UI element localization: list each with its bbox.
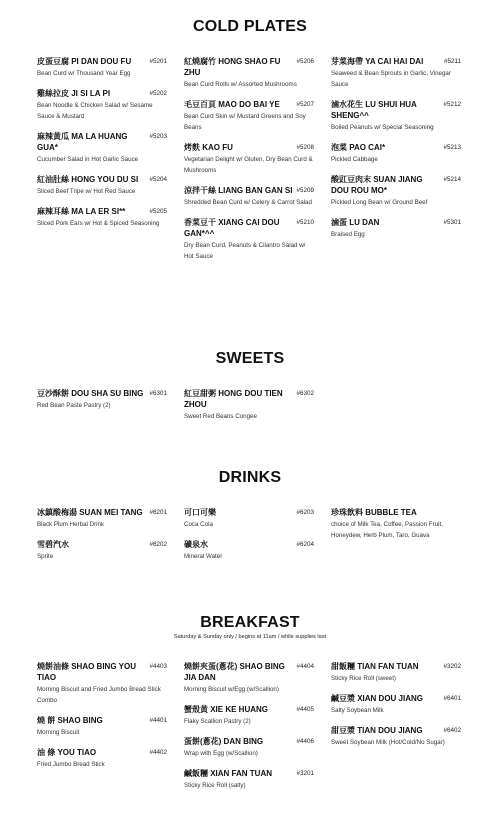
menu-item-description: Sliced Pork Ears w/ Hot & Spiced Seasoning xyxy=(37,220,160,227)
menu-item-code: #3201 xyxy=(296,770,314,777)
sweets-section xyxy=(0,350,500,368)
menu-item-description: Morning Biscuit xyxy=(37,729,80,736)
breakfast-subtitle: Saturday & Sunday only / begins at 11am / while supplies last xyxy=(173,634,327,640)
menu-item-code: #5208 xyxy=(296,144,314,151)
menu-item-name: 紅燒腐竹 HONG SHAO FU ZHU xyxy=(184,57,281,77)
menu-item-name: 泡菜 PAO CAI* xyxy=(331,143,386,152)
menu-item xyxy=(331,661,461,684)
menu-item-name: 芽菜海帶 YA CAI HAI DAI xyxy=(331,57,424,66)
menu-column xyxy=(184,388,314,431)
menu-item-description: choice of Milk Tea, Coffee, Passion Fruit, Honeydew, Herb Plum, Taro, Guava xyxy=(331,521,443,539)
menu-item xyxy=(37,131,167,165)
menu-item-description: Boiled Peanuts w/ Special Seasoning xyxy=(331,124,434,131)
menu-item-description: Seaweed & Bean Sprouts in Garlic, Vinegar Sauce xyxy=(331,70,451,88)
menu-item-name: 烤麩 KAO FU xyxy=(184,143,233,152)
menu-item xyxy=(331,693,461,716)
menu-item-code: #5203 xyxy=(149,133,167,140)
menu-item-name: 鹹飯糰 XIAN FAN TUAN xyxy=(184,769,272,778)
menu-item xyxy=(184,56,314,90)
menu-item-description: Cucumber Salad in Hot Garlic Sauce xyxy=(37,156,139,163)
menu-item-name: 油 條 YOU TIAO xyxy=(37,748,97,757)
menu-item-name: 甜飯糰 TIAN FAN TUAN xyxy=(331,662,419,671)
menu-item xyxy=(331,142,461,165)
menu-item-code: #5207 xyxy=(296,101,314,108)
breakfast-title: BREAKFAST xyxy=(200,614,300,631)
menu-item-description: Coca Cola xyxy=(184,521,213,528)
menu-item xyxy=(184,661,314,695)
menu-item-name: 麻辣黃瓜 MA LA HUANG GUA* xyxy=(37,132,128,152)
menu-item xyxy=(331,217,461,240)
menu-item-code: #6203 xyxy=(296,509,314,516)
menu-item-description: Red Bean Paste Pastry (2) xyxy=(37,402,111,409)
menu-item-name: 燒餅夾蛋(蔥花) SHAO BING JIA DAN xyxy=(184,662,285,682)
menu-column xyxy=(37,56,167,238)
menu-item xyxy=(184,99,314,133)
menu-item-code: #6401 xyxy=(443,695,461,702)
menu-item-description: Pickled Cabbage xyxy=(331,156,378,163)
menu-item-name: 麻辣耳絲 MA LA ER SI** xyxy=(37,207,126,216)
menu-item-description: Sprite xyxy=(37,553,54,560)
menu-item-code: #6204 xyxy=(296,541,314,548)
menu-item-description: Fried Jumbo Bread Stick xyxy=(37,761,105,768)
menu-item-description: Morning Biscuit and Fried Jumbo Bread Stick Combo xyxy=(37,686,161,704)
menu-column xyxy=(331,56,461,249)
menu-item-description: Vegetarian Delight w/ Gluten, Dry Bean Curd & Mushrooms xyxy=(184,156,313,174)
menu-item-name: 鹹豆漿 XIAN DOU JIANG xyxy=(331,694,424,703)
menu-item-name: 冰鎮酸梅湯 SUAN MEI TANG xyxy=(37,508,143,517)
menu-item-description: Sliced Beef Tripe w/ Hot Red Sauce xyxy=(37,188,136,195)
menu-item xyxy=(331,507,461,541)
menu-item-name: 涼拌干絲 LIANG BAN GAN SI xyxy=(184,186,293,195)
drinks-section xyxy=(0,469,500,487)
sweets-title: SWEETS xyxy=(215,350,285,367)
menu-item xyxy=(184,217,314,262)
menu-item xyxy=(331,725,461,748)
menu-item-description: Dry Bean Curd, Peanuts & Cilantro Salad w/ Hot Sauce xyxy=(184,242,306,260)
menu-item-code: #6201 xyxy=(149,509,167,516)
menu-column xyxy=(331,507,461,550)
menu-item-code: #5212 xyxy=(443,101,461,108)
cold-plates-section xyxy=(0,18,500,36)
menu-item-description: Bean Curd Rolls w/ Assorted Mushrooms xyxy=(184,81,297,88)
menu-item-name: 香菜豆干 XIANG CAI DOU GAN*^^ xyxy=(184,218,280,238)
menu-item-name: 蛋餅(蔥花) DAN BING xyxy=(184,737,264,746)
menu-item-description: Wrap with Egg (w/Scallion) xyxy=(184,750,258,757)
menu-item xyxy=(37,174,167,197)
menu-item-code: #6402 xyxy=(443,727,461,734)
menu-item-description: Bean Noodle & Chicken Salad w/ Sesame Sauce & Mustard xyxy=(37,102,153,120)
menu-item-name: 甜豆漿 TIAN DOU JIANG xyxy=(331,726,423,735)
menu-item-code: #4403 xyxy=(149,663,167,670)
menu-item xyxy=(184,142,314,176)
menu-item-code: #5213 xyxy=(443,144,461,151)
drinks-title: DRINKS xyxy=(218,469,282,486)
menu-item xyxy=(37,388,167,411)
menu-item-name: 礦泉水 xyxy=(184,540,208,549)
menu-item-description: Sticky Rice Roll (salty) xyxy=(184,782,246,789)
menu-item-name: 雞絲拉皮 JI SI LA PI xyxy=(37,89,111,98)
menu-item xyxy=(331,99,461,133)
menu-item-description: Flaky Scallion Pastry (2) xyxy=(184,718,251,725)
menu-item-name: 可口可樂 xyxy=(184,508,216,517)
menu-item-code: #4401 xyxy=(149,717,167,724)
menu-item-description: Sweet Red Beans Congee xyxy=(184,413,257,420)
menu-item-description: Sticky Rice Roll (sweet) xyxy=(331,675,396,682)
menu-item xyxy=(37,88,167,122)
menu-column xyxy=(184,56,314,271)
menu-item-description: Mineral Water xyxy=(184,553,223,560)
menu-column xyxy=(37,388,167,420)
menu-item xyxy=(331,56,461,90)
menu-item xyxy=(37,747,167,770)
menu-item-code: #5205 xyxy=(149,208,167,215)
menu-column xyxy=(37,661,167,779)
menu-item-code: #5202 xyxy=(149,90,167,97)
menu-item-name: 滷蛋 LU DAN xyxy=(331,218,380,227)
menu-item xyxy=(184,736,314,759)
menu-item-name: 酸豇豆肉末 SUAN JIANG DOU ROU MO* xyxy=(331,175,423,195)
menu-item-code: #3202 xyxy=(443,663,461,670)
menu-item-code: #5206 xyxy=(296,58,314,65)
menu-item-code: #6301 xyxy=(149,390,167,397)
menu-item xyxy=(184,507,314,530)
menu-item xyxy=(184,388,314,422)
breakfast-section xyxy=(0,614,500,640)
menu-item-code: #6202 xyxy=(149,541,167,548)
menu-item-name: 蟹殼黃 XIE KE HUANG xyxy=(184,705,269,714)
menu-item-code: #4404 xyxy=(296,663,314,670)
menu-item-code: #4406 xyxy=(296,738,314,745)
menu-item-name: 燒 餅 SHAO BING xyxy=(37,716,103,725)
menu-item xyxy=(37,715,167,738)
menu-item xyxy=(37,661,167,706)
menu-item xyxy=(37,507,167,530)
menu-item-code: #5214 xyxy=(443,176,461,183)
menu-item-name: 滷水花生 LU SHUI HUA SHENG^^ xyxy=(331,100,417,120)
menu-item xyxy=(331,174,461,208)
menu-item-code: #5204 xyxy=(149,176,167,183)
menu-item-code: #5209 xyxy=(296,187,314,194)
menu-item-name: 燒餅油條 SHAO BING YOU TIAO xyxy=(37,662,136,682)
menu-item xyxy=(184,768,314,791)
cold-plates-title: COLD PLATES xyxy=(193,18,307,35)
menu-item-name: 珍珠飲料 BUBBLE TEA xyxy=(331,508,417,517)
menu-item-description: Morning Biscuit w/Egg (w/Scallion) xyxy=(184,686,279,693)
menu-item-code: #5301 xyxy=(443,219,461,226)
menu-item xyxy=(184,185,314,208)
menu-item xyxy=(37,56,167,79)
menu-item-name: 皮蛋豆腐 PI DAN DOU FU xyxy=(37,57,132,66)
menu-item-name: 紅油肚絲 HONG YOU DU SI xyxy=(37,175,139,184)
menu-column xyxy=(331,661,461,757)
menu-item-name: 雪碧汽水 xyxy=(37,540,69,549)
menu-item-description: Black Plum Herbal Drink xyxy=(37,521,105,528)
menu-item xyxy=(37,206,167,229)
menu-item-code: #4402 xyxy=(149,749,167,756)
menu-item-code: #5201 xyxy=(149,58,167,65)
menu-item-description: Shredded Bean Curd w/ Celery & Carrot Salad xyxy=(184,199,312,206)
menu-column xyxy=(37,507,167,571)
menu-item-description: Pickled Long Bean w/ Ground Beef xyxy=(331,199,428,206)
menu-item-name: 豆沙酥餅 DOU SHA SU BING xyxy=(37,389,144,398)
menu-item-description: Braised Egg xyxy=(331,231,365,238)
menu-item-description: Sweet Soybean Milk (Hot/Cold/No Sugar) xyxy=(331,739,445,746)
menu-item xyxy=(184,704,314,727)
menu-item-code: #5210 xyxy=(296,219,314,226)
menu-item xyxy=(184,539,314,562)
menu-item-code: #4405 xyxy=(296,706,314,713)
menu-item-code: #5211 xyxy=(443,58,461,65)
menu-item-code: #6302 xyxy=(296,390,314,397)
menu-column xyxy=(184,661,314,800)
menu-column xyxy=(184,507,314,571)
menu-item-name: 毛豆百頁 MAO DO BAI YE xyxy=(184,100,280,109)
menu-item-description: Bean Curd w/ Thousand Year Egg xyxy=(37,70,131,77)
menu-item-description: Bean Curd Skin w/ Mustard Greens and Soy Beans xyxy=(184,113,306,131)
menu-item xyxy=(37,539,167,562)
menu-item-description: Salty Soybean Milk xyxy=(331,707,384,714)
menu-item-name: 紅豆甜粥 HONG DOU TIEN ZHOU xyxy=(184,389,283,409)
